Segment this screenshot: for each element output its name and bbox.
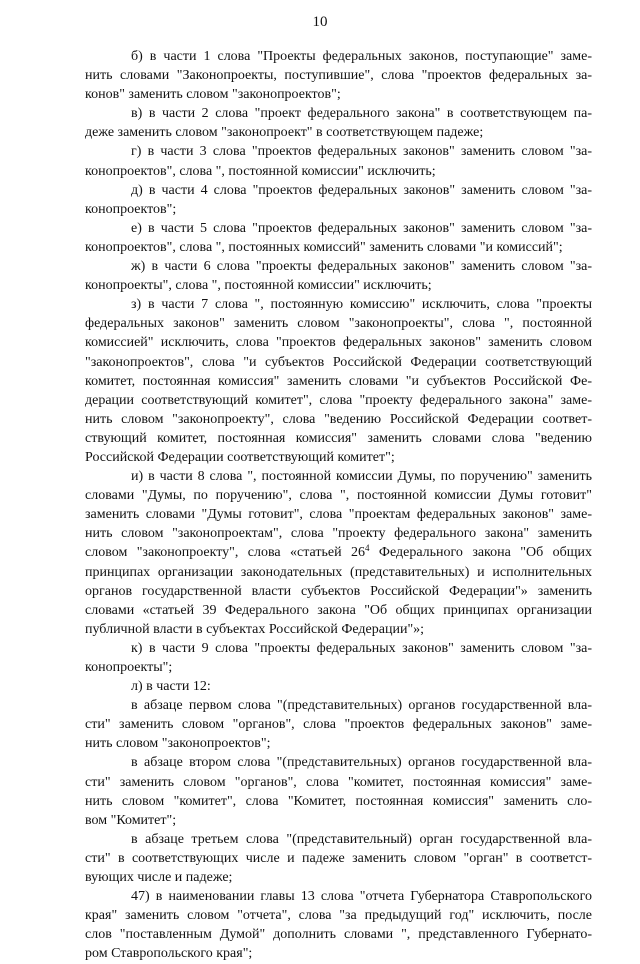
paragraph-line: б) в части 1 слова "Проекты федеральных законов, поступающие" заме- xyxy=(131,49,592,64)
paragraph-line: е) в части 5 слова "проектов федеральных законов" заменить словом "за- xyxy=(131,220,592,236)
paragraph xyxy=(85,295,592,467)
line-continuation: Федерального закона "Об общих xyxy=(369,545,592,561)
paragraph xyxy=(85,467,592,639)
paragraph-line: края" заменить словом "отчета", слова "за предыдущий год" исключить, после xyxy=(85,908,592,924)
paragraph xyxy=(85,142,592,180)
paragraph-line: конопроектов"; xyxy=(85,201,177,217)
paragraph xyxy=(85,639,592,677)
paragraph-line: вом "Комитет"; xyxy=(85,812,177,828)
paragraph-line: в абзаце первом слова "(представительных) органов государственной вла- xyxy=(131,698,592,714)
paragraph-line: конопроекты"; xyxy=(85,660,173,675)
paragraph xyxy=(85,887,592,963)
paragraph-line: ж) в части 6 слова "проекты федеральных законов" заменить словом "за- xyxy=(131,259,592,275)
paragraph-line: федеральных законов" заменить словом "законопроекты", слова ", постоянной xyxy=(85,316,592,332)
paragraph xyxy=(85,181,592,219)
paragraph-line: в абзаце втором слова "(представительных) органов государственной вла- xyxy=(131,755,592,771)
document-body xyxy=(85,47,592,964)
paragraph-line: конопроектов", слова ", постоянных комиссий" заменить словами "и комиссий"; xyxy=(85,239,563,255)
paragraph xyxy=(85,677,592,696)
paragraph-line: слов "поставленным Думой" дополнить словами ", представленного Губернато- xyxy=(85,927,592,943)
paragraph-line: комиссией" исключить, слова "проектов федеральных законов" заменить словом xyxy=(85,335,592,351)
paragraph-line: в) в части 2 слова "проект федерального закона" в соответствующем па- xyxy=(131,106,592,122)
paragraph-line: ствующий комитет, постоянная комиссия" заменить словами слова "ведению xyxy=(85,430,592,446)
paragraph xyxy=(85,104,592,142)
paragraph-line: и) в части 8 слова ", постоянной комиссии Думы, по поручению" заменить xyxy=(131,469,592,485)
paragraph-line: словом "законопроекту", слова «статьей $26^4$ Федерального закона "Об общих xyxy=(85,543,592,561)
paragraph-line: Российской Федерации соответствующий комитет"; xyxy=(85,449,395,465)
paragraph xyxy=(85,753,592,829)
paragraph xyxy=(85,696,592,753)
paragraph-line: сти" в соответствующих числе и падеже заменить словом "орган" в соответст- xyxy=(85,850,592,866)
paragraph-line: принципах организации законодательных (представительных) и исполнительных xyxy=(85,564,592,580)
paragraph xyxy=(85,257,592,295)
paragraph-line: г) в части 3 слова "проектов федеральных законов" заменить словом "за- xyxy=(131,144,592,160)
paragraph-line: вующих числе и падеже; xyxy=(85,870,233,886)
paragraph-line: з) в части 7 слова ", постоянную комиссию" исключить, слова "проекты xyxy=(131,297,592,313)
paragraph-line: 47) в наименовании главы 13 слова "отчета Губернатора Ставропольского xyxy=(131,889,592,905)
paragraph-line: конопроектов", слова ", постоянной комиссии" исключить; xyxy=(85,163,436,179)
paragraph-line: словами "Думы, по поручению", слова ", постоянной комиссии Думы готовит" xyxy=(85,488,592,504)
paragraph-line: "законопроектов", слова "и субъектов Российской Федерации соответствующий xyxy=(85,354,592,370)
paragraph xyxy=(85,830,592,887)
paragraph xyxy=(85,219,592,257)
paragraph-line: д) в части 4 слова "проектов федеральных законов" заменить словом "за- xyxy=(131,182,592,198)
paragraph-line: сти" заменить словом "органов", слова "проектов федеральных законов" заме- xyxy=(85,717,592,733)
paragraph-line: нить словом "комитет", слова "Комитет, постоянная комиссия" заменить сло- xyxy=(85,793,592,809)
paragraph-line: л) в части 12: xyxy=(131,679,211,695)
paragraph-line: конопроекты", слова ", постоянной комиссии" исключить; xyxy=(85,278,432,294)
paragraph-line: к) в части 9 слова "проекты федеральных законов" заменить словом "за- xyxy=(131,640,592,656)
superscript-index: 4 xyxy=(365,543,370,554)
paragraph-line: словами «статьей 39 Федерального закона "Об общих принципах организации xyxy=(85,602,592,618)
paragraph-line: в абзаце третьем слова "(представительный) орган государственной вла- xyxy=(131,831,592,847)
paragraph-line: дерации соответствующий комитет", слова "проекту федерального закона" заме- xyxy=(85,392,592,408)
paragraph-line: нить словом "законопроекту", слова "ведению Российской Федерации соответ- xyxy=(85,411,592,427)
paragraph xyxy=(85,47,592,104)
paragraph-line: публичной власти в субъектах Российской Федерации"»; xyxy=(85,621,425,637)
paragraph-line: нить словами "Законопроекты, поступившие", слова "проектов федеральных за- xyxy=(85,68,592,84)
paragraph-line: ром Ставропольского края"; xyxy=(85,946,253,962)
paragraph-line: заменить словами "Думы готовит", слова "проектам федеральных законов" заме- xyxy=(85,507,592,523)
paragraph-line: комитет, постоянная комиссия" заменить словами "и субъектов Российской Фе- xyxy=(85,373,592,389)
paragraph-line: органов государственной власти субъектов Российской Федерации"» заменить xyxy=(85,583,592,599)
paragraph-line: конов" заменить словом "законопроектов"; xyxy=(85,87,341,103)
paragraph-line: деже заменить словом "законопроект" в соответствующем падеже; xyxy=(85,125,484,141)
paragraph-line: нить словом "законопроектов"; xyxy=(85,736,271,752)
paragraph-line: нить словом "законопроектам", слова "проекту федерального закона" заменить xyxy=(85,526,592,542)
page-number: 10 xyxy=(312,14,328,30)
paragraph-line: сти" заменить словом "органов", слова "комитет, постоянная комиссия" заме- xyxy=(85,774,592,790)
